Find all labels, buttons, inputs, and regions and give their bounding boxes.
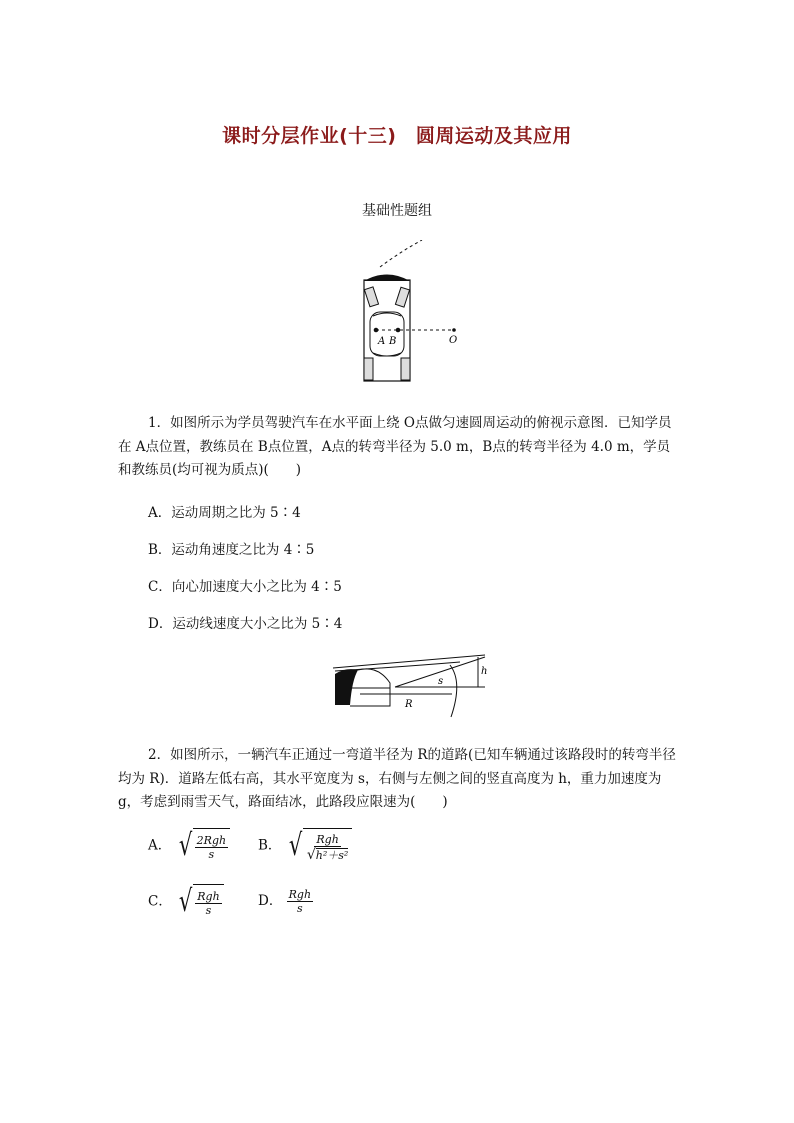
- option-b-denominator: √h²＋s²: [306, 846, 349, 863]
- option-c-numerator: Rgh: [197, 890, 220, 903]
- question-1-number: 1．: [148, 415, 171, 431]
- right-rear-wheel: [401, 358, 410, 380]
- option-d-denominator: s: [297, 902, 303, 915]
- option-a-letter: A．: [148, 837, 172, 854]
- question-2-option-c[interactable]: [148, 884, 224, 920]
- question-1-option-d[interactable]: D．运动线速度大小之比为 5∶4: [148, 616, 343, 632]
- sqrt-sign: √ $\frac{\text{Rgh}}{s}$: [176, 884, 224, 920]
- sqrt-sign: √ $\frac{\text{Rgh}}{\text{√h²＋s²}}$: [286, 828, 353, 864]
- arc-line: [450, 665, 457, 717]
- option-b-numerator: Rgh: [316, 832, 339, 846]
- car-cabin: [370, 312, 404, 356]
- label-a: A: [378, 336, 386, 347]
- option-c-denominator: s: [205, 904, 212, 917]
- question-2-number: 2．: [148, 747, 171, 763]
- left-front-wheel: [364, 287, 378, 307]
- option-a-denominator: s: [208, 848, 215, 861]
- point-o: [452, 328, 456, 332]
- label-h: h: [481, 666, 488, 677]
- left-rear-wheel: [364, 358, 373, 380]
- question-2-option-d[interactable]: [258, 888, 313, 915]
- question-1-stem: [118, 412, 678, 483]
- label-s: s: [438, 676, 444, 687]
- section-heading: 基础性题组: [362, 203, 432, 219]
- windshield: [373, 313, 401, 316]
- car-shape: [335, 669, 358, 705]
- page-title: 课时分层作业(十三) 圆周运动及其应用: [222, 125, 572, 147]
- question-2-option-b[interactable]: [258, 828, 352, 864]
- car-hood: [364, 275, 410, 282]
- option-d-numerator: Rgh: [288, 888, 312, 901]
- banked-road-figure: [330, 650, 495, 720]
- option-c-letter: C．: [148, 893, 172, 910]
- question-1-text: 如图所示为学员驾驶汽车在水平面上绕 O点做匀速圆周运动的俯视示意图．已知学员在 A点位置，教练员在 B点位置，A点的转弯半径为 5.0 m，B点的转弯半径为 4.0 m，学员和教练员(均可视为质点)( ): [118, 415, 672, 478]
- sqrt-sign: √ $\frac{\text{2Rgh}}{s}$: [176, 828, 231, 864]
- road-cross-section: [350, 669, 390, 706]
- label-o: O: [449, 335, 458, 346]
- label-b: B: [389, 336, 397, 347]
- question-2-option-a[interactable]: [148, 828, 230, 864]
- option-d-letter: D．: [258, 893, 283, 909]
- turn-path-dashed: [380, 240, 422, 267]
- right-front-wheel: [395, 287, 409, 307]
- label-r: R: [405, 699, 413, 710]
- question-2-stem: [118, 744, 678, 815]
- question-1-option-a[interactable]: A．运动周期之比为 5∶4: [148, 505, 301, 521]
- option-a-numerator: 2Rgh: [196, 834, 227, 847]
- question-1-option-c[interactable]: C．向心加速度大小之比为 4∶5: [148, 579, 342, 595]
- question-2-text: 如图所示，一辆汽车正通过一弯道半径为 R的道路(已知车辆通过该路段时的转弯半径均为 R)．道路左低右高，其水平宽度为 s，右侧与左侧之间的竖直高度为 h，重力加速度为 g，考虑到雨雪天气，路面结冰，此路段应限速为( ): [118, 747, 676, 810]
- option-b-letter: B．: [258, 837, 282, 854]
- car-top-view-figure: [340, 240, 470, 385]
- question-1-option-b[interactable]: B．运动角速度之比为 4∶5: [148, 542, 315, 558]
